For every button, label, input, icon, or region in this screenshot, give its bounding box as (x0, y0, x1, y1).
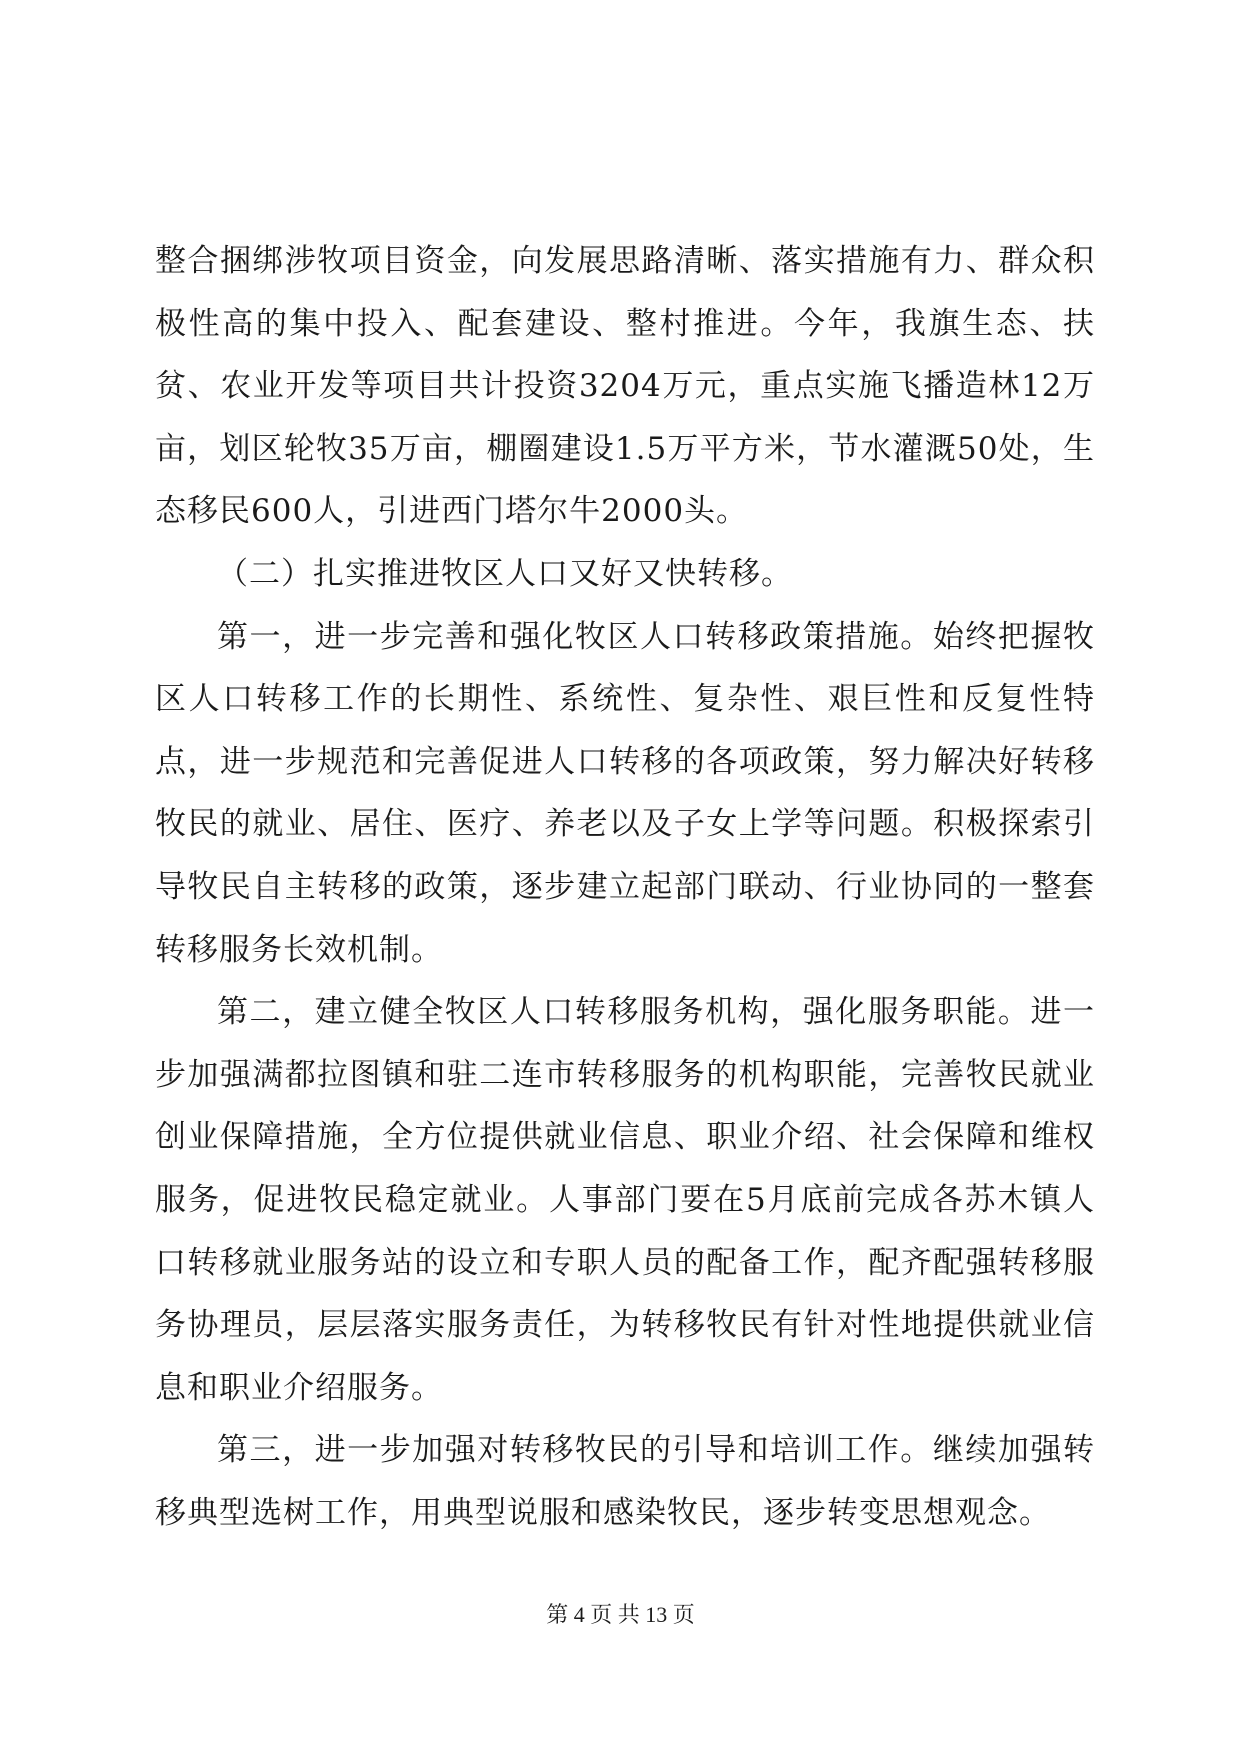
section-heading-population-transfer: （二）扎实推进牧区人口又好又快转移。 (217, 555, 793, 592)
paragraph-project-funding: 整合捆绑涉牧项目资金，向发展思路清晰、落实措施有力、群众积极性高的集中投入、配套建设、整村推进。今年，我旗生态、扶贫、农业开发等项目共计投资3204万元，重点实施飞播造林12万亩，划区轮牧35万亩，棚圈建设1.5万平方米，节水灌溉50处，生态移民600人，引进西门塔尔牛2000头。 (155, 243, 1095, 530)
document-body (155, 230, 1095, 1544)
paragraph-second-service: 第二，建立健全牧区人口转移服务机构，强化服务职能。进一步加强满都拉图镇和驻二连市转移服务的机构职能，完善牧民就业创业保障措施，全方位提供就业信息、职业介绍、社会保障和维权服务，促进牧民稳定就业。人事部门要在5月底前完成各苏木镇人口转移就业服务站的设立和专职人员的配备工作，配齐配强转移服务协理员，层层落实服务责任，为转移牧民有针对性地提供就业信息和职业介绍服务。 (155, 994, 1095, 1406)
paragraph-third-training: 第三，进一步加强对转移牧民的引导和培训工作。继续加强转移典型选树工作，用典型说服和感染牧民，逐步转变思想观念。 (155, 1432, 1095, 1531)
paragraph-first-policy: 第一，进一步完善和强化牧区人口转移政策措施。始终把握牧区人口转移工作的长期性、系统性、复杂性、艰巨性和反复性特点，进一步规范和完善促进人口转移的各项政策，努力解决好转移牧民的就业、居住、医疗、养老以及子女上学等问题。积极探索引导牧民自主转移的政策，逐步建立起部门联动、行业协同的一整套转移服务长效机制。 (155, 618, 1095, 968)
page-number-footer: 第 4 页 共 13 页 (546, 1602, 695, 1627)
